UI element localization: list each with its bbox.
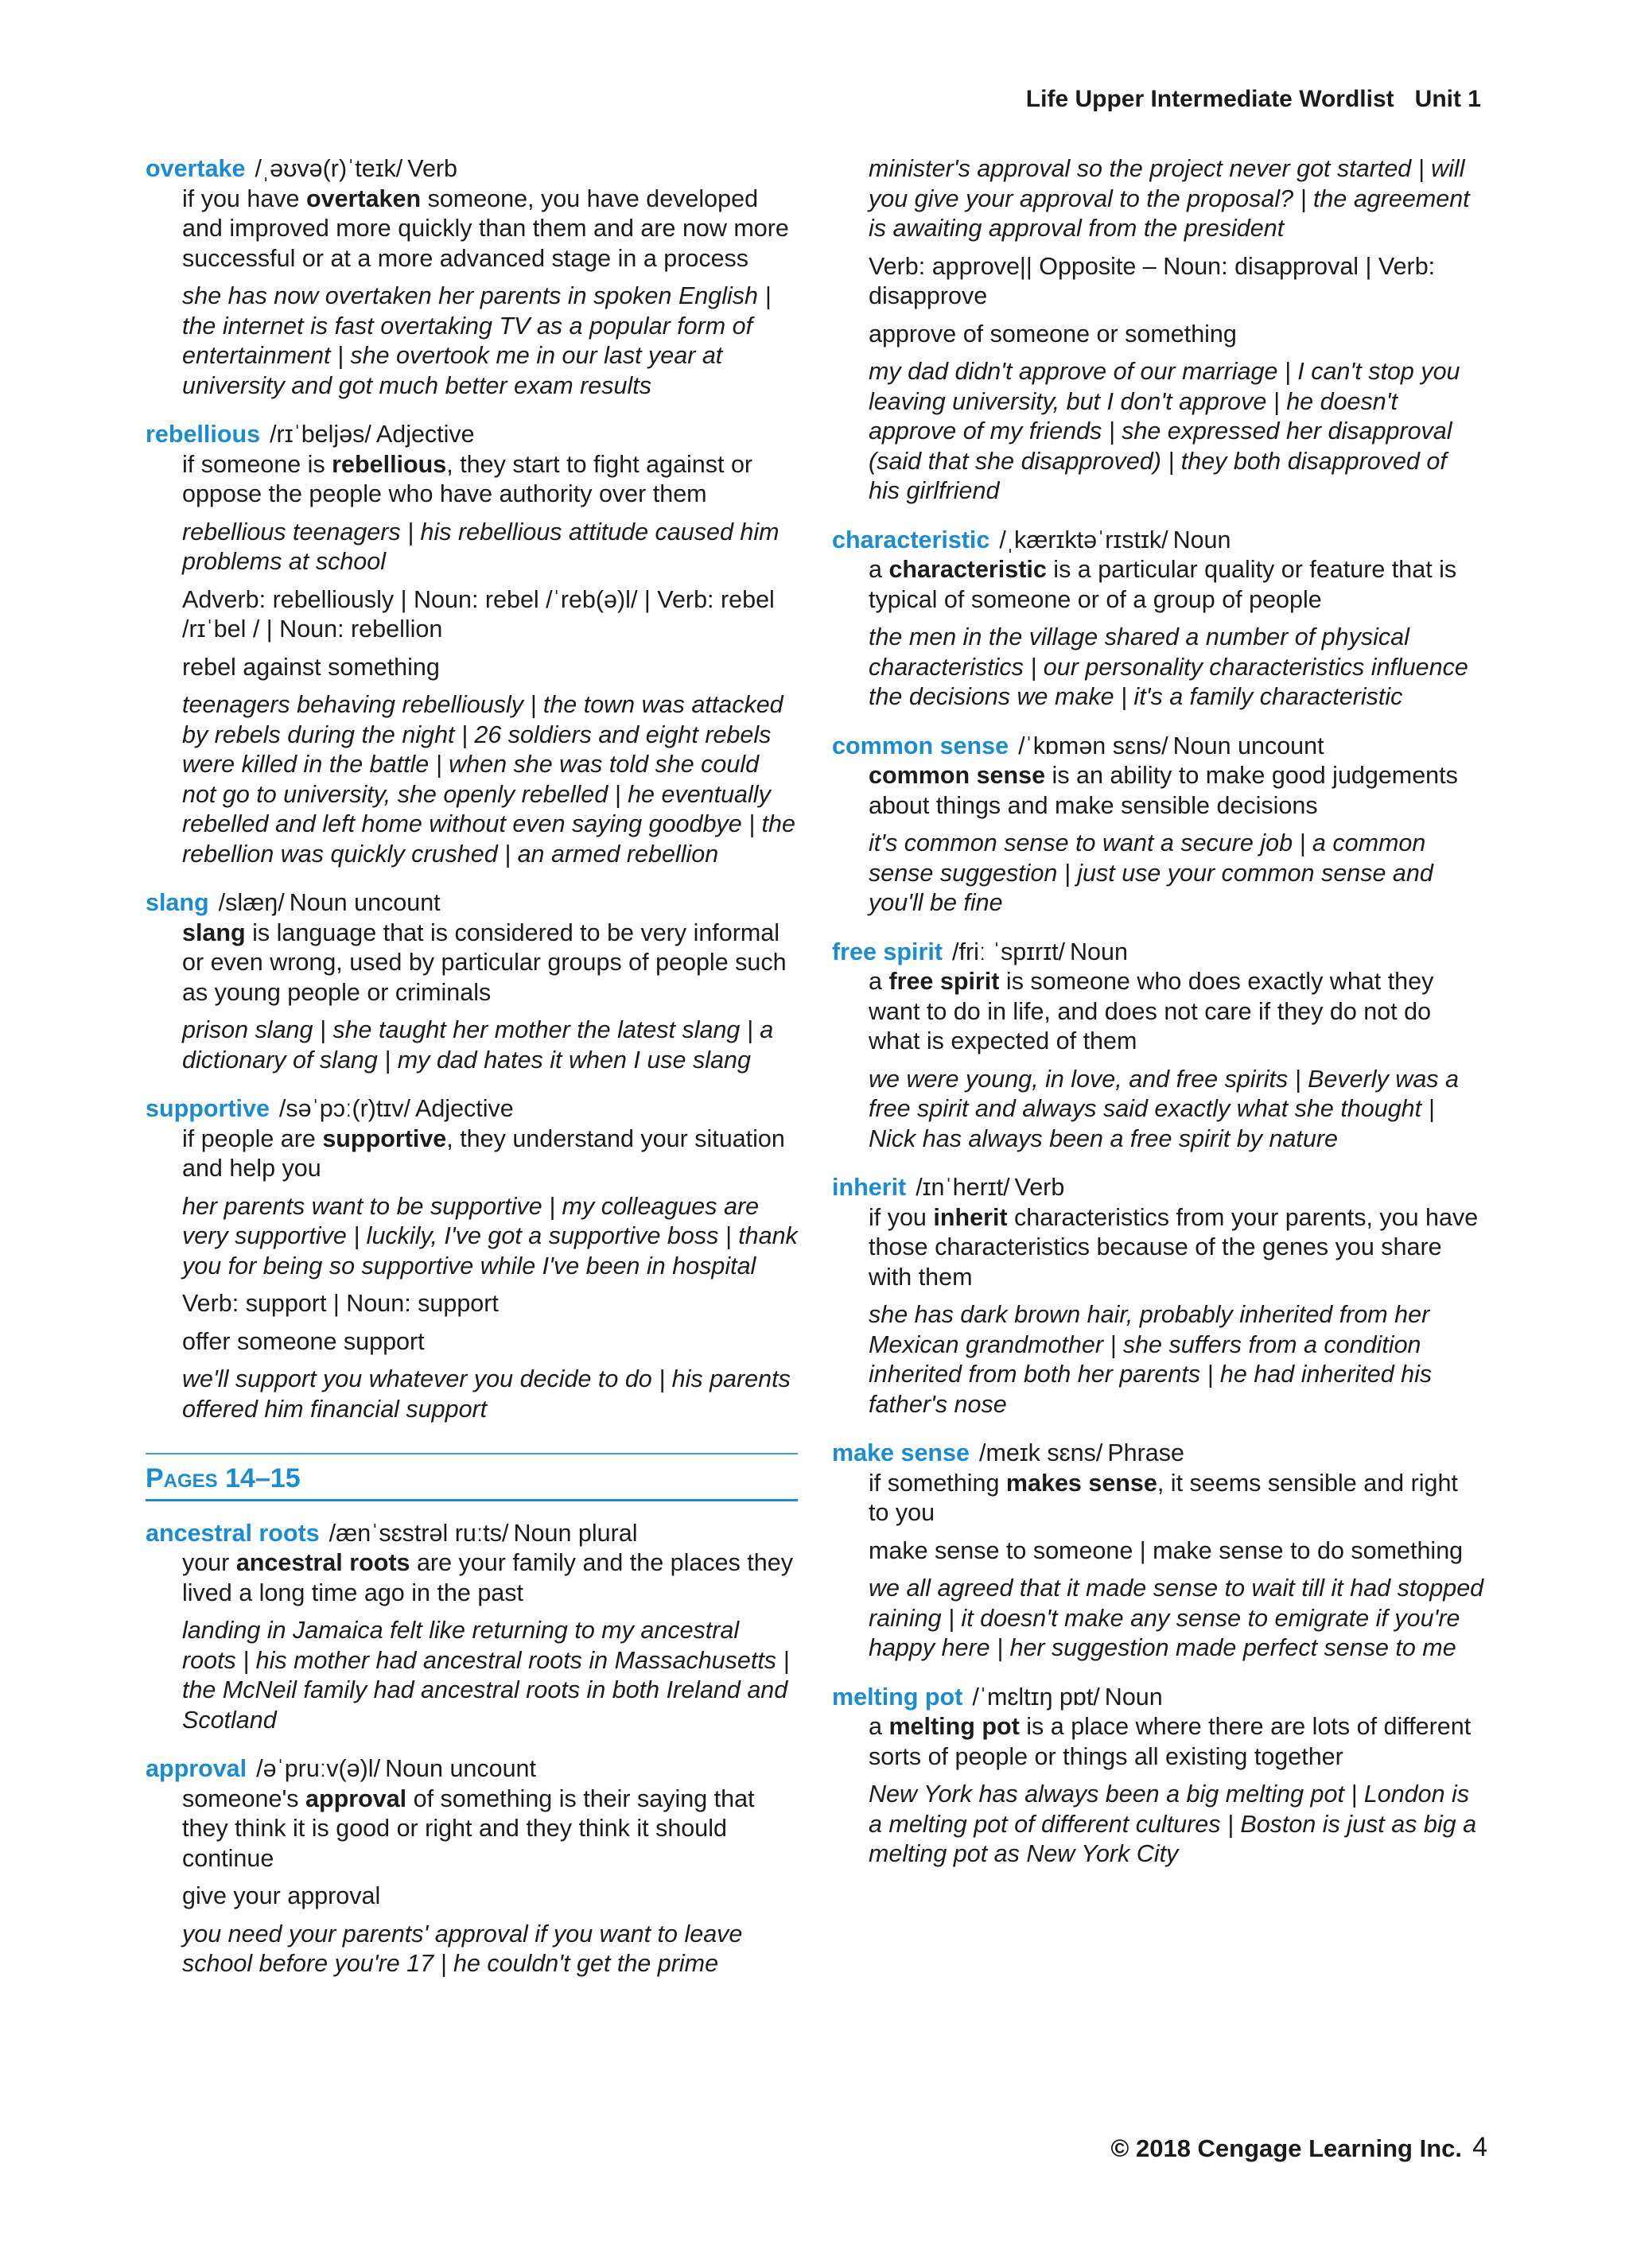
left-column [146, 154, 798, 1998]
part-of-speech: Phrase [1107, 1439, 1184, 1466]
phrase: offer someone support [182, 1327, 425, 1355]
definition: your ancestral roots are your family and the places they lived a long time ago in the past [182, 1549, 793, 1606]
part-of-speech: Noun plural [513, 1519, 638, 1547]
pronunciation: /ænˈsɛstrəl ruːts/ [329, 1519, 509, 1547]
definition: someone's approval of something is their saying that they think it is good or right and they think it should continue [182, 1784, 755, 1872]
definition: if people are supportive, they understand your situation and help you [182, 1124, 785, 1182]
wordlist-title: Life Upper Intermediate Wordlist [1025, 86, 1394, 112]
headword: melting pot [832, 1683, 963, 1711]
phrase: approve of someone or something [869, 320, 1237, 348]
examples: teenagers behaving rebelliously | the town was attacked by rebels during the night | 26 soldiers and eight rebels were killed in the battle | when she was told she could not go to university, she openly rebelled | he eventually rebelled and left home without even saying goodbye | the rebellion was quickly crushed | an armed rebellion [182, 691, 795, 868]
entry-supportive [146, 1094, 798, 1424]
phrase: give your approval [182, 1882, 381, 1909]
pronunciation: /ˌkærɪktəˈrɪstɪk/ [999, 526, 1168, 553]
pronunciation: /səˈpɔː(r)tɪv/ [278, 1095, 410, 1122]
section-heading: Pages 14–15 [146, 1453, 798, 1501]
part-of-speech: Noun [1172, 526, 1231, 553]
part-of-speech: Noun uncount [1172, 732, 1324, 759]
pronunciation: /ˈmɛltɪŋ pɒt/ [972, 1683, 1100, 1711]
headword: characteristic [832, 526, 990, 553]
entry-slang [146, 888, 798, 1075]
part-of-speech: Verb [1014, 1174, 1065, 1201]
page-number: 4 [1472, 2132, 1487, 2162]
pronunciation: /ˌəʊvə(r)ˈteɪk/ [255, 155, 403, 182]
entry-free-spirit [832, 938, 1484, 1155]
definition: a characteristic is a particular quality or feature that is typical of someone or of a group of people [869, 556, 1457, 613]
phrase: rebel against something [182, 653, 440, 681]
headword: rebellious [146, 421, 261, 448]
entry-make-sense [832, 1439, 1484, 1664]
headword: make sense [832, 1439, 970, 1466]
headword: common sense [832, 732, 1009, 759]
page-header [1026, 86, 1481, 113]
pronunciation: /əˈpruːv(ə)l/ [256, 1755, 381, 1782]
entry-melting-pot [832, 1683, 1484, 1870]
definition: if someone is rebellious, they start to fight against or oppose the people who have authority over them [182, 450, 753, 507]
headword: approval [146, 1755, 247, 1782]
part-of-speech: Noun [1104, 1683, 1163, 1711]
copyright: © 2018 Cengage Learning Inc. [1110, 2134, 1462, 2162]
examples: we were young, in love, and free spirits | Beverly was a free spirit and always said exactly what she thought | Nick has always been a free spirit by nature [869, 1065, 1459, 1152]
definition: a free spirit is someone who does exactly what they want to do in life, and does not care if they do not do what is expected of them [869, 968, 1434, 1054]
examples: she has dark brown hair, probably inherited from her Mexican grandmother | she suffers from a condition inherited from both her parents | he had inherited his father's nose [869, 1301, 1433, 1418]
entry-rebellious [146, 420, 798, 869]
examples: we'll support you whatever you decide to do | his parents offered him financial support [182, 1365, 791, 1423]
headword: overtake [146, 155, 246, 182]
examples: it's common sense to want a secure job | a common sense suggestion | just use your common sense and you'll be fine [869, 829, 1433, 916]
headword: slang [146, 889, 209, 916]
definition: a melting pot is a place where there are lots of different sorts of people or things all existing together [869, 1713, 1472, 1770]
pronunciation: /slæŋ/ [218, 889, 285, 916]
part-of-speech: Noun uncount [385, 1755, 536, 1782]
right-column [832, 154, 1484, 1889]
word-forms: Verb: approve|| Opposite – Noun: disapproval | Verb: disapprove [869, 252, 1436, 309]
examples: we all agreed that it made sense to wait till it had stopped raining | it doesn't make any sense to emigrate if you're happy here | her suggestion made perfect sense to me [869, 1575, 1484, 1661]
definition: if something makes sense, it seems sensible and right to you [869, 1469, 1458, 1526]
pronunciation: /ɪnˈherɪt/ [916, 1174, 1010, 1201]
phrase: make sense to someone | make sense to do something [869, 1536, 1464, 1564]
headword: inherit [832, 1174, 907, 1201]
entry-characteristic [832, 526, 1484, 713]
part-of-speech: Noun uncount [289, 889, 441, 916]
part-of-speech: Verb [407, 155, 458, 182]
examples: her parents want to be supportive | my colleagues are very supportive | luckily, I've got a supportive boss | thank you for being so supportive while I've been in hospital [182, 1192, 798, 1280]
pronunciation: /friː ˈspɪrɪt/ [952, 938, 1066, 965]
entry-approval [146, 1754, 798, 1979]
headword: supportive [146, 1095, 270, 1122]
part-of-speech: Adjective [375, 421, 475, 448]
examples: minister's approval so the project never got started | will you give your approval to the proposal? | the agreement is awaiting approval from the president [869, 155, 1470, 242]
word-forms: Verb: support | Noun: support [182, 1290, 499, 1317]
headword: free spirit [832, 938, 943, 965]
entry-ancestral-roots [146, 1519, 798, 1736]
examples: she has now overtaken her parents in spoken English | the internet is fast overtaking TV as a popular form of entertainment | she overtook me in our last year at university and got much better exam results [182, 282, 772, 399]
headword: ancestral roots [146, 1519, 320, 1547]
examples: New York has always been a big melting pot | London is a melting pot of different cultures | Boston is just as big a melting pot as New York City [869, 1781, 1477, 1867]
entry-approval-continued [869, 154, 1484, 507]
examples: the men in the village shared a number of physical characteristics | our personality characteristics influence the decisions we make | it's a family characteristic [869, 623, 1468, 710]
part-of-speech: Noun [1070, 938, 1128, 965]
entry-inherit [832, 1173, 1484, 1419]
entry-overtake [146, 154, 798, 401]
pronunciation: /meɪk sɛns/ [978, 1439, 1103, 1466]
examples: my dad didn't approve of our marriage | I can't stop you leaving university, but I don't approve | he doesn't approve of my friends | she expressed her disapproval (said that she disapproved) | they both disapproved of his girlfriend [869, 358, 1460, 504]
pronunciation: /rɪˈbeljəs/ [270, 421, 371, 448]
word-forms: Adverb: rebelliously | Noun: rebel /ˈreb(ə)l/ | Verb: rebel /rɪˈbel / | Noun: rebellion [182, 585, 775, 643]
part-of-speech: Adjective [414, 1095, 514, 1122]
examples: landing in Jamaica felt like returning to my ancestral roots | his mother had ancestral roots in Massachusetts | the McNeil family had ancestral roots in both Ireland and Scotland [182, 1617, 790, 1734]
definition: slang is language that is considered to be very informal or even wrong, used by particular groups of people such as young people or criminals [182, 918, 787, 1006]
definition: if you have overtaken someone, you have developed and improved more quickly than them and are now more successful or at a more advanced stage in a process [182, 184, 789, 272]
definition: common sense is an ability to make good judgements about things and make sensible decisions [869, 762, 1458, 819]
entry-common-sense [832, 732, 1484, 918]
examples: you need your parents' approval if you want to leave school before you're 17 | he couldn't get the prime [182, 1920, 743, 1977]
examples: prison slang | she taught her mother the latest slang | a dictionary of slang | my dad hates it when I use slang [182, 1016, 774, 1074]
unit-label: Unit 1 [1414, 86, 1481, 112]
definition: if you inherit characteristics from your parents, you have those characteristics because of the genes you share with them [869, 1203, 1479, 1291]
pronunciation: /ˈkɒmən sɛns/ [1018, 732, 1168, 759]
examples: rebellious teenagers | his rebellious attitude caused him problems at school [182, 518, 780, 575]
